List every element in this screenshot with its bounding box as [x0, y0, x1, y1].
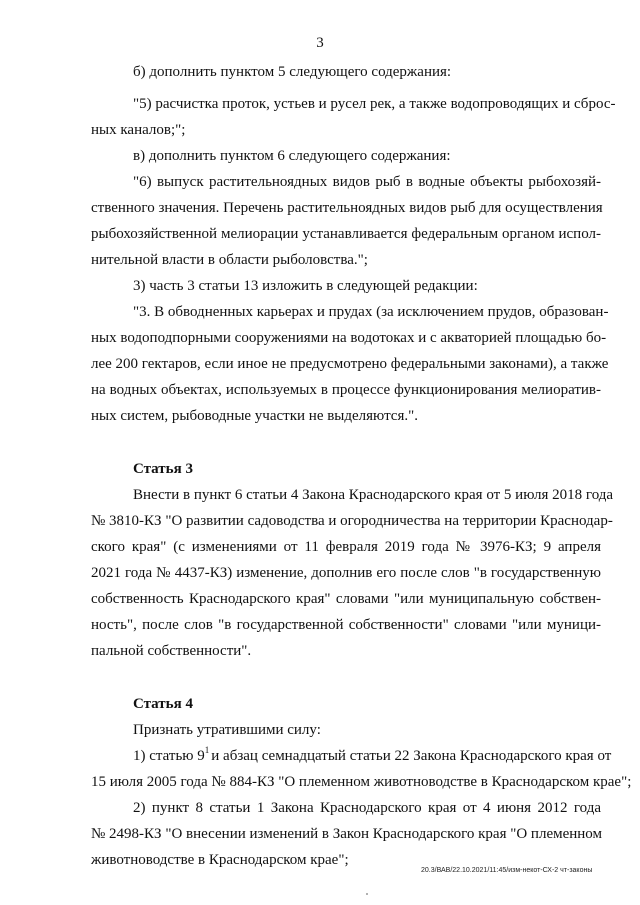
text-line: Признать утратившими силу:: [133, 722, 321, 738]
scan-mark: [366, 893, 368, 895]
text-line: ных каналов;";: [91, 122, 186, 138]
text-line: нительной власти в области рыболовства.";: [91, 252, 368, 268]
text-line: "3. В обводненных карьерах и прудах (за исключением прудов, образован-: [133, 304, 609, 320]
text-line: лее 200 гектаров, если иное не предусмотрено федеральными законами), а также: [91, 356, 609, 372]
text-line: 15 июля 2005 года № 884-КЗ "О племенном животноводстве в Краснодарском крае";: [91, 774, 632, 790]
text-line: 2) пункт 8 статьи 1 Закона Краснодарского края от 4 июня 2012 года: [133, 800, 601, 816]
text-line: б) дополнить пунктом 5 следующего содержания:: [133, 64, 452, 80]
footer-code: 20.3/ВАВ/22.10.2021/11:45/изм-некот-СХ-2 чт-законы: [421, 867, 593, 874]
text-line: ных систем, рыбоводные участки не выделяются.".: [91, 408, 418, 424]
text-line: Внести в пункт 6 статьи 4 Закона Краснодарского края от 5 июля 2018 года: [133, 487, 614, 503]
page-number: 3: [316, 35, 324, 51]
text-line: ственного значения. Перечень растительноядных видов рыб для осуществления: [91, 200, 603, 216]
article-3-heading: Статья 3: [133, 461, 193, 477]
text-line: животноводстве в Краснодарском крае";: [91, 852, 349, 868]
text-fragment: 1) статью $9^1$: [133, 745, 210, 764]
text-line: ных водоподпорными сооружениями на водотоках и с акваторией площадью бо-: [91, 330, 607, 346]
text-line: пальной собственности".: [91, 643, 252, 659]
text-line: на водных объектах, используемых в процессе функционирования мелиоратив-: [91, 382, 601, 398]
superscript: 1: [204, 745, 210, 755]
text-line: "6) выпуск растительноядных видов рыб в водные объекты рыбохозяй-: [133, 174, 601, 190]
text-line: ского края" (с изменениями от 11 февраля 2019 года № 3976-КЗ; 9 апреля: [91, 539, 601, 555]
text-line: [133, 745, 612, 766]
text-line: № 2498-КЗ "О внесении изменений в Закон Краснодарского края "О племенном: [91, 826, 603, 842]
article-4-heading: Статья 4: [133, 696, 193, 712]
text-line: собственность Краснодарского края" словами "или муниципальную собствен-: [91, 591, 601, 607]
text-line: 2021 года № 4437-КЗ) изменение, дополнив его после слов "в государственную: [91, 565, 601, 581]
text-line: 3) часть 3 статьи 13 изложить в следующей редакции:: [133, 278, 478, 294]
text-line: рыбохозяйственной мелиорации устанавливается федеральным органом испол-: [91, 226, 601, 242]
text-line: в) дополнить пунктом 6 следующего содержания:: [133, 148, 451, 164]
text-line: "5) расчистка проток, устьев и русел рек, а также водопроводящих и сброс-: [133, 96, 616, 112]
text-fragment: и абзац семнадцатый статьи 22 Закона Краснодарского края от: [211, 748, 612, 764]
text-line: № 3810-КЗ "О развитии садоводства и огородничества на территории Краснодар-: [91, 513, 613, 529]
text-line: ность", после слов "в государственной собственности" словами "или муници-: [91, 617, 601, 633]
